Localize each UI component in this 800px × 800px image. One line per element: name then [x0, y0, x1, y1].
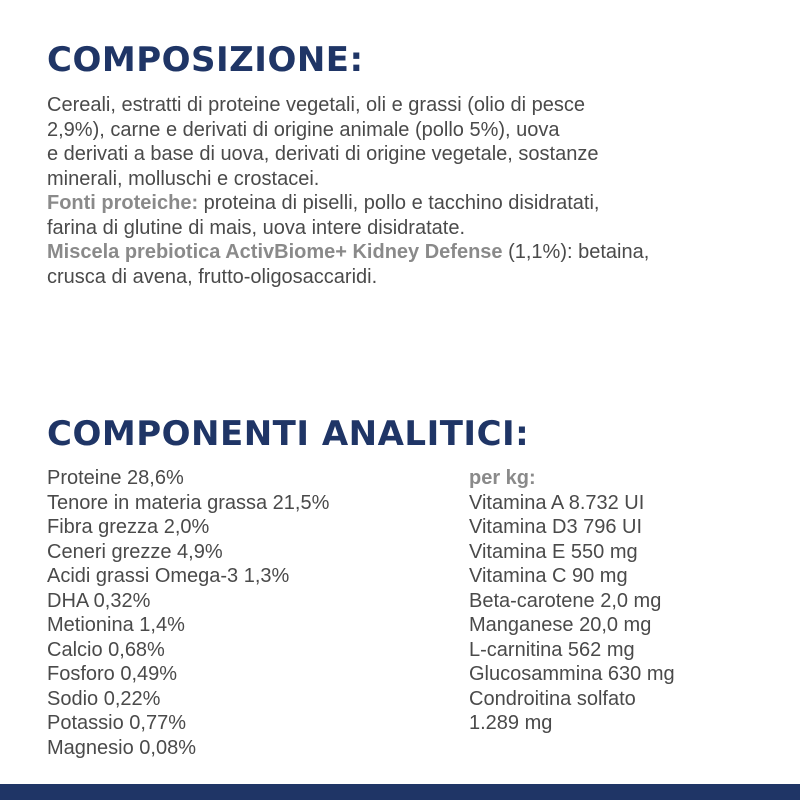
- vitamin-item: Vitamina C 90 mg: [469, 565, 628, 587]
- composition-line: minerali, molluschi e crostacei.: [47, 167, 320, 190]
- analytic-item: Acidi grassi Omega-3 1,3%: [47, 565, 290, 587]
- analytic-item: Fibra grezza 2,0%: [47, 516, 210, 538]
- prebiotic-line: [47, 240, 777, 265]
- prebiotic-line-2: crusca di avena, frutto-oligosaccaridi.: [47, 265, 378, 288]
- vitamin-item: Condroitina solfato: [469, 687, 636, 710]
- composition-line: Cereali, estratti di proteine vegetali, oli e grassi (olio di pesce: [47, 94, 586, 116]
- bottom-color-band: [0, 784, 800, 800]
- composition-heading: COMPOSIZIONE:: [47, 40, 364, 80]
- protein-sources-line: [47, 191, 777, 216]
- composition-body: [47, 93, 777, 289]
- vitamin-item: Glucosammina 630 mg: [469, 663, 675, 685]
- analytic-right-column: [469, 466, 675, 736]
- analytic-item: Metionina 1,4%: [47, 614, 185, 636]
- analytic-item: Calcio 0,68%: [47, 638, 165, 661]
- vitamin-item: Manganese 20,0 mg: [469, 614, 652, 636]
- analytic-components-heading: COMPONENTI ANALITICI:: [47, 414, 530, 454]
- analytic-item: DHA 0,32%: [47, 589, 151, 612]
- protein-sources-line-2: farina di glutine di mais, uova intere disidratate.: [47, 216, 466, 239]
- vitamin-item: L-carnitina 562 mg: [469, 638, 635, 661]
- analytic-left-column: [47, 466, 329, 760]
- vitamin-item: Beta-carotene 2,0 mg: [469, 589, 662, 612]
- protein-sources-text: proteina di piselli, pollo e tacchino disidratati,: [198, 192, 600, 214]
- composition-line: e derivati a base di uova, derivati di origine vegetale, sostanze: [47, 143, 599, 165]
- vitamin-item: Vitamina D3 796 UI: [469, 516, 643, 538]
- analytic-item: Tenore in materia grassa 21,5%: [47, 491, 330, 514]
- prebiotic-label: Miscela prebiotica ActivBiome+ Kidney Defense: [47, 241, 503, 263]
- analytic-item: Magnesio 0,08%: [47, 736, 196, 759]
- vitamin-item: 1.289 mg: [469, 712, 553, 734]
- vitamin-item: Vitamina A 8.732 UI: [469, 491, 645, 514]
- analytic-item: Sodio 0,22%: [47, 687, 161, 710]
- analytic-item: Fosforo 0,49%: [47, 663, 178, 685]
- analytic-item: Proteine 28,6%: [47, 467, 184, 489]
- prebiotic-text: (1,1%): betaina,: [502, 241, 650, 263]
- per-kg-label: per kg:: [469, 467, 536, 489]
- composition-line: 2,9%), carne e derivati di origine animale (pollo 5%), uova: [47, 118, 560, 141]
- protein-sources-label: Fonti proteiche:: [47, 192, 199, 214]
- analytic-item: Ceneri grezze 4,9%: [47, 540, 223, 563]
- vitamin-item: Vitamina E 550 mg: [469, 540, 638, 563]
- analytic-item: Potassio 0,77%: [47, 712, 186, 734]
